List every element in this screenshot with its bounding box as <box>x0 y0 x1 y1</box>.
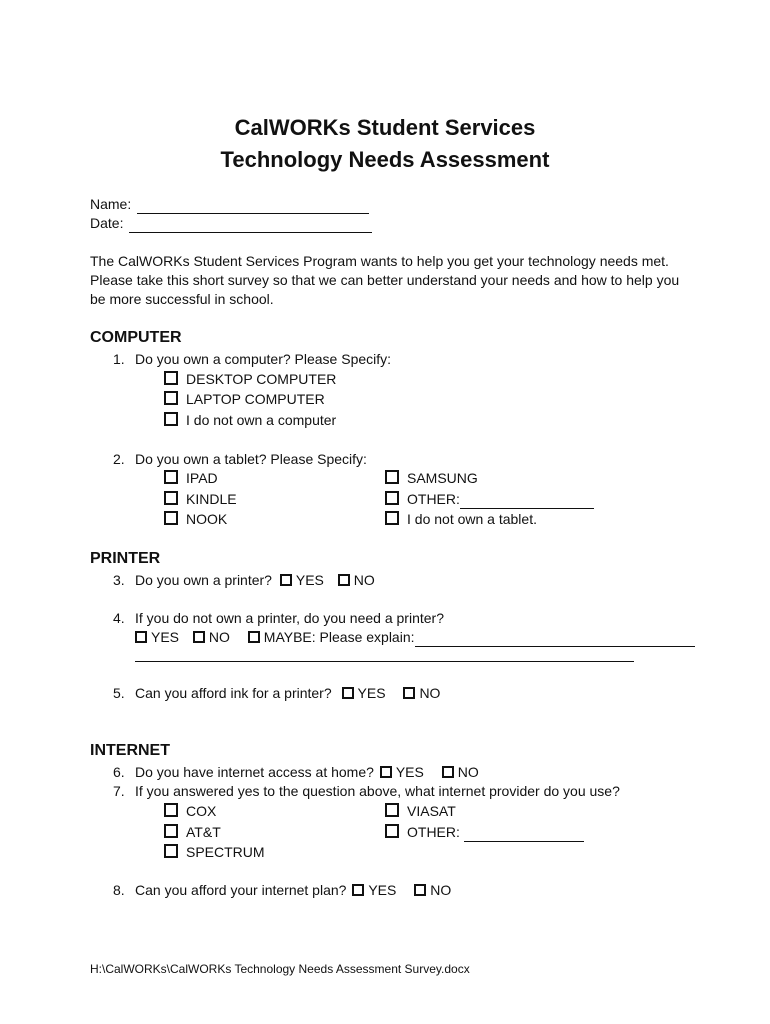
checkbox-icon[interactable] <box>385 824 399 838</box>
checkbox-icon[interactable] <box>164 803 178 817</box>
checkbox-icon[interactable] <box>342 687 354 699</box>
checkbox-icon[interactable] <box>164 491 178 505</box>
tablet-other-field[interactable] <box>460 494 594 509</box>
question-7 <box>113 782 620 801</box>
checkbox-icon[interactable] <box>135 631 147 643</box>
q4-maybe-option[interactable] <box>248 629 415 645</box>
name-row <box>90 195 369 214</box>
intro-line-3: be more successful in school. <box>90 291 274 307</box>
date-row <box>90 214 372 233</box>
checkbox-icon[interactable] <box>385 491 399 505</box>
option-nook-label: NOOK <box>186 511 228 527</box>
question-5-number: 5. <box>113 685 125 701</box>
checkbox-icon[interactable] <box>385 470 399 484</box>
option-tablet-other-label: OTHER: <box>407 491 460 507</box>
checkbox-icon[interactable] <box>280 574 292 586</box>
q5-yes-option[interactable] <box>342 685 386 701</box>
q4-yes-label: YES <box>151 629 180 645</box>
q3-no-option[interactable] <box>338 572 375 588</box>
option-cox[interactable] <box>164 802 216 821</box>
q6-no-option[interactable] <box>442 764 479 780</box>
date-label: Date: <box>90 215 124 231</box>
option-desktop[interactable] <box>164 370 336 389</box>
option-samsung[interactable] <box>385 469 478 488</box>
question-2-text: Do you own a tablet? Please Specify: <box>135 451 367 467</box>
question-1-number: 1. <box>113 351 125 367</box>
option-kindle-label: KINDLE <box>186 491 237 507</box>
question-6 <box>113 763 479 782</box>
question-8-text: Can you afford your internet plan? <box>135 882 347 898</box>
question-2-number: 2. <box>113 451 125 467</box>
computer-heading: COMPUTER <box>90 329 182 346</box>
question-8 <box>113 881 451 900</box>
intro-line-2: Please take this short survey so that we can better understand your needs and how to help you <box>90 272 680 288</box>
option-viasat-label: VIASAT <box>407 803 456 819</box>
q5-yes-label: YES <box>357 685 386 701</box>
name-field[interactable] <box>137 199 369 214</box>
q4-maybe-label: MAYBE: Please explain: <box>263 629 415 645</box>
option-viasat[interactable] <box>385 802 456 821</box>
question-7-number: 7. <box>113 783 125 799</box>
option-cox-label: COX <box>186 803 217 819</box>
question-7-text: If you answered yes to the question above, what internet provider do you use? <box>135 783 620 799</box>
question-6-text: Do you have internet access at home? <box>135 764 374 780</box>
option-spectrum-label: SPECTRUM <box>186 844 265 860</box>
option-att[interactable] <box>164 823 221 842</box>
option-laptop-label: LAPTOP COMPUTER <box>186 391 325 407</box>
q8-no-label: NO <box>430 882 452 898</box>
q5-no-option[interactable] <box>403 685 440 701</box>
q4-yes-option[interactable] <box>135 629 179 645</box>
q3-yes-option[interactable] <box>280 572 324 588</box>
question-5-text: Can you afford ink for a printer? <box>135 685 332 701</box>
option-ipad[interactable] <box>164 469 218 488</box>
option-ipad-label: IPAD <box>186 470 218 486</box>
q8-no-option[interactable] <box>414 882 451 898</box>
option-no-tablet[interactable] <box>385 510 537 529</box>
question-8-number: 8. <box>113 882 125 898</box>
option-nook[interactable] <box>164 510 227 529</box>
q6-yes-option[interactable] <box>380 764 424 780</box>
question-3-number: 3. <box>113 572 125 588</box>
option-no-computer-label: I do not own a computer <box>186 412 337 428</box>
option-laptop[interactable] <box>164 390 325 409</box>
checkbox-icon[interactable] <box>164 824 178 838</box>
question-3-text: Do you own a printer? <box>135 572 272 588</box>
question-1-text: Do you own a computer? Please Specify: <box>135 351 392 367</box>
option-att-label: AT&T <box>186 824 221 840</box>
question-2 <box>113 450 367 469</box>
question-5 <box>113 684 440 703</box>
question-6-number: 6. <box>113 764 125 780</box>
q4-explain-line-2[interactable] <box>135 661 634 662</box>
q4-no-label: NO <box>208 629 230 645</box>
q8-yes-option[interactable] <box>352 882 396 898</box>
option-spectrum[interactable] <box>164 843 265 862</box>
q6-yes-label: YES <box>395 764 424 780</box>
name-label: Name: <box>90 196 132 212</box>
checkbox-icon[interactable] <box>164 391 178 405</box>
checkbox-icon[interactable] <box>442 766 454 778</box>
printer-heading: PRINTER <box>90 550 161 567</box>
option-no-computer[interactable] <box>164 411 336 430</box>
checkbox-icon[interactable] <box>164 844 178 858</box>
checkbox-icon[interactable] <box>338 574 350 586</box>
option-kindle[interactable] <box>164 490 237 509</box>
checkbox-icon[interactable] <box>193 631 205 643</box>
checkbox-icon[interactable] <box>248 631 260 643</box>
checkbox-icon[interactable] <box>164 470 178 484</box>
q4-explain-field[interactable] <box>415 632 695 647</box>
q4-no-option[interactable] <box>193 629 230 645</box>
checkbox-icon[interactable] <box>414 884 426 896</box>
q5-no-label: NO <box>419 685 441 701</box>
q6-no-label: NO <box>457 764 479 780</box>
question-4-text: If you do not own a printer, do you need a printer? <box>135 610 444 626</box>
internet-heading: INTERNET <box>90 742 170 759</box>
footer-file-path: H:\CalWORKs\CalWORKs Technology Needs Assessment Survey.docx <box>90 962 470 976</box>
checkbox-icon[interactable] <box>164 371 178 385</box>
option-desktop-label: DESKTOP COMPUTER <box>186 371 337 387</box>
internet-other-field[interactable] <box>464 827 584 842</box>
q3-no-label: NO <box>353 572 375 588</box>
checkbox-icon[interactable] <box>385 803 399 817</box>
question-4-number: 4. <box>113 610 125 626</box>
question-4-options <box>135 628 695 647</box>
question-3 <box>113 571 375 590</box>
title-line-1: CalWORKs Student Services <box>234 115 536 140</box>
title-line-2: Technology Needs Assessment <box>220 147 550 172</box>
option-no-tablet-label: I do not own a tablet. <box>407 511 537 527</box>
date-field[interactable] <box>129 218 372 233</box>
checkbox-icon[interactable] <box>403 687 415 699</box>
question-1 <box>113 350 391 369</box>
checkbox-icon[interactable] <box>164 511 178 525</box>
option-internet-other[interactable] <box>385 823 584 842</box>
option-tablet-other[interactable] <box>385 490 594 509</box>
checkbox-icon[interactable] <box>164 412 178 426</box>
option-internet-other-label: OTHER: <box>407 824 460 840</box>
checkbox-icon[interactable] <box>352 884 364 896</box>
option-samsung-label: SAMSUNG <box>407 470 478 486</box>
q8-yes-label: YES <box>368 882 397 898</box>
q3-yes-label: YES <box>295 572 324 588</box>
checkbox-icon[interactable] <box>380 766 392 778</box>
intro-line-1: The CalWORKs Student Services Program wants to help you get your technology needs met. <box>90 253 669 269</box>
question-4 <box>113 609 444 628</box>
checkbox-icon[interactable] <box>385 511 399 525</box>
